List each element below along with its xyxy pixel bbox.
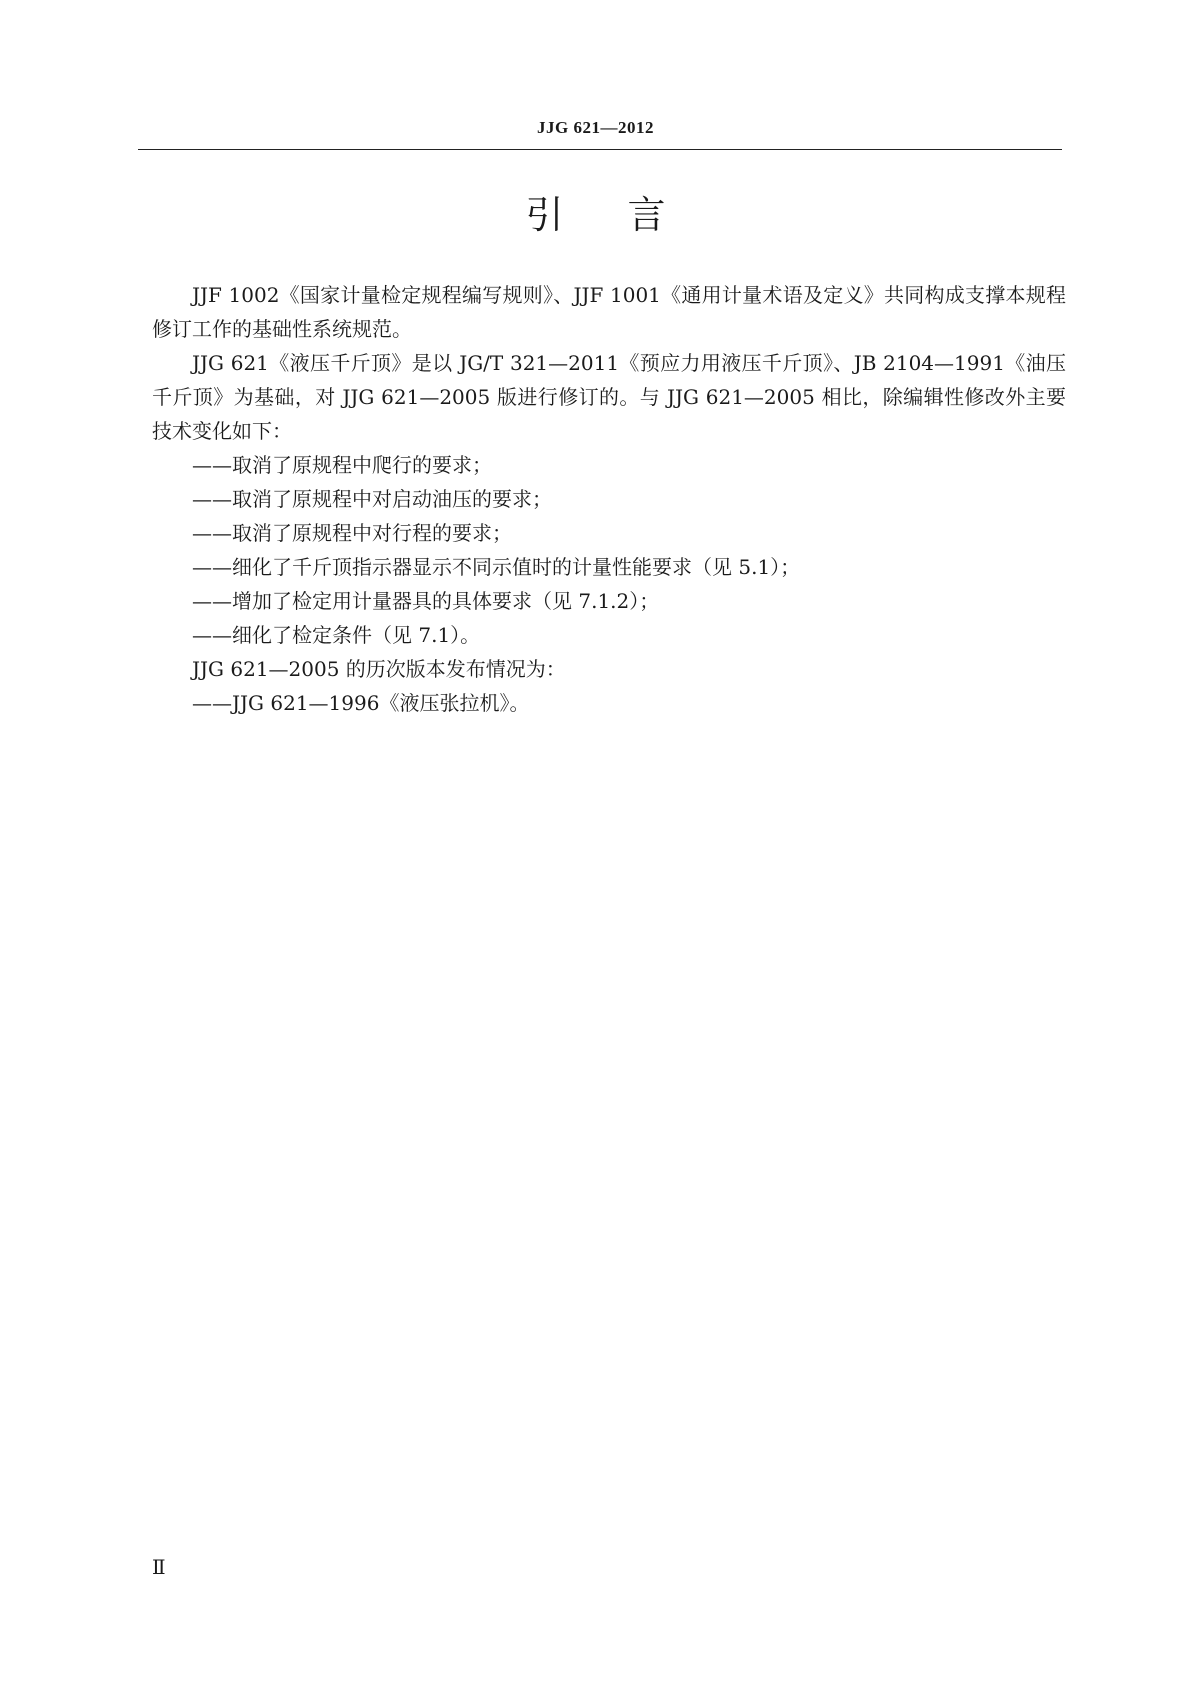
change-item: ——取消了原规程中对行程的要求； [192, 521, 512, 545]
document-body [152, 278, 1066, 720]
header-rule [138, 149, 1062, 150]
paragraph-revision: JJG 621《液压千斤顶》是以 JG/T 321—2011《预应力用液压千斤顶》、JB 2104—1991《油压千斤顶》为基础，对 JJG 621—2005 版进行修订的。与 JJG 621—2005 相比，除编辑性修改外主要技术变化如下： [152, 351, 1066, 443]
change-item: ——细化了检定条件（见 7.1）。 [192, 623, 481, 647]
history-item: ——JJG 621—1996《液压张拉机》。 [192, 691, 530, 715]
change-item: ——取消了原规程中爬行的要求； [192, 453, 492, 477]
change-item: ——取消了原规程中对启动油压的要求； [192, 487, 552, 511]
change-item: ——增加了检定用计量器具的具体要求（见 7.1.2）； [192, 589, 660, 613]
page-number: Ⅱ [152, 1557, 166, 1579]
change-item: ——细化了千斤顶指示器显示不同示值时的计量性能要求（见 5.1）； [192, 555, 801, 579]
paragraph-basis: JJF 1002《国家计量检定规程编写规则》、JJF 1001《通用计量术语及定义》共同构成支撑本规程修订工作的基础性系统规范。 [152, 283, 1066, 341]
section-title: 引言 [525, 193, 730, 237]
running-header: JJG 621—2012 [537, 118, 654, 137]
history-intro: JJG 621—2005 的历次版本发布情况为： [192, 657, 566, 681]
